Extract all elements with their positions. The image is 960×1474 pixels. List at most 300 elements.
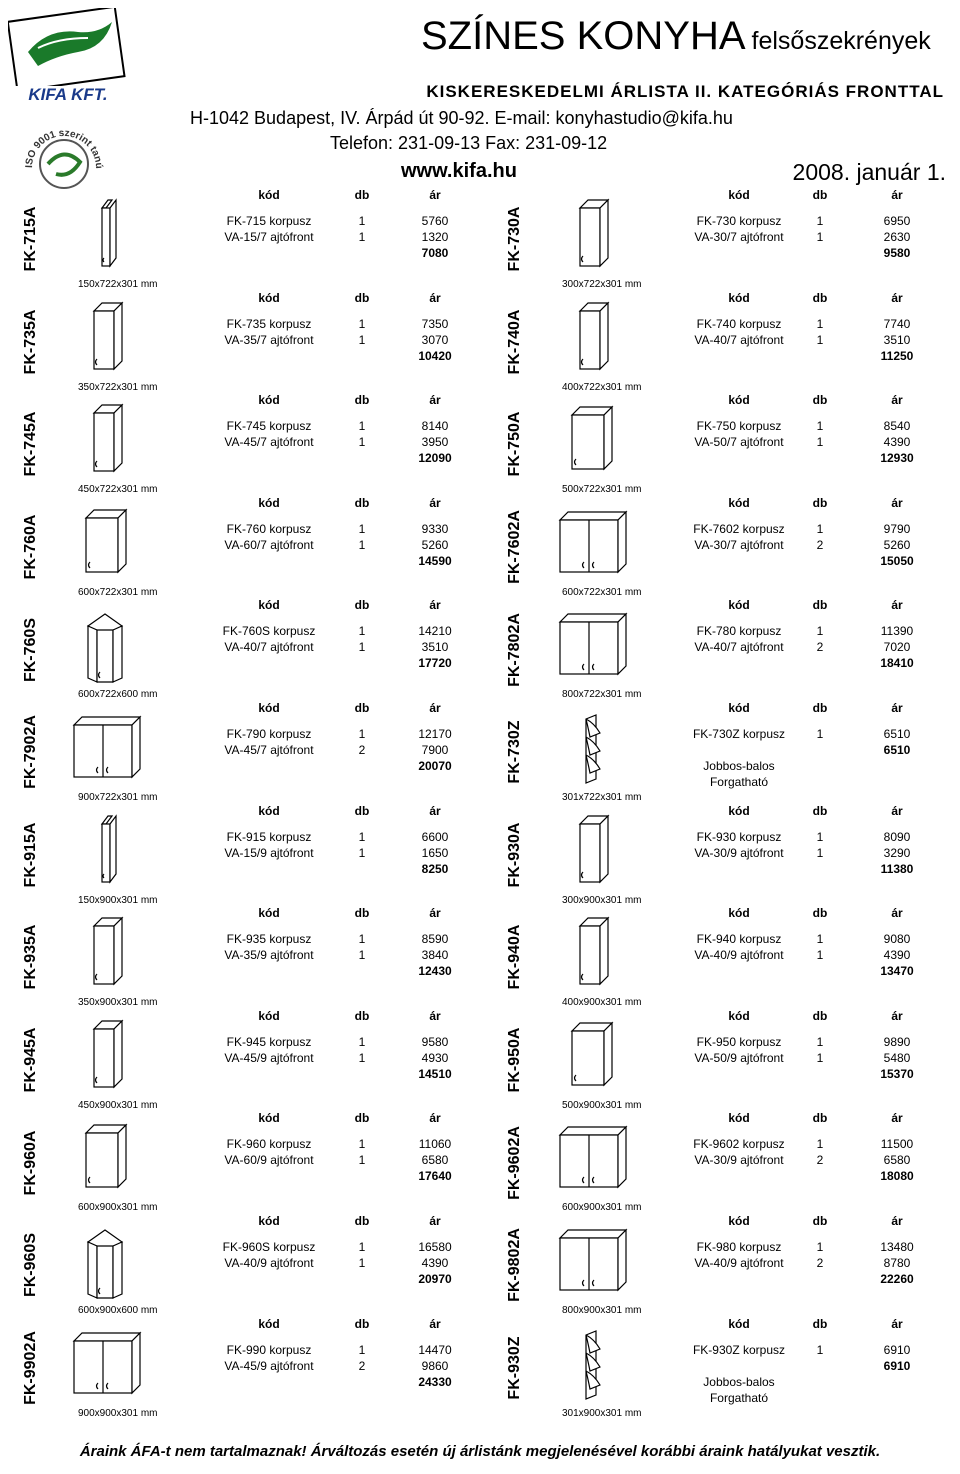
total-price: 12930	[880, 451, 914, 466]
product-cell	[0, 1317, 480, 1420]
col-header-price: ár	[429, 1214, 441, 1228]
dimensions-label: 301x722x301 mm	[562, 792, 642, 803]
dimensions-label: 800x722x301 mm	[562, 689, 642, 701]
item-qty: 1	[358, 214, 366, 228]
item-name: VA-35/9 ajtófront	[224, 948, 314, 963]
item-name: FK-935 korpusz	[226, 932, 312, 947]
item-name: FK-9602 korpusz	[693, 1137, 785, 1152]
col-header-code: kód	[258, 495, 280, 510]
col-header-qty: db	[812, 290, 828, 305]
item-name: FK-780 korpusz	[696, 624, 782, 639]
item-price: 3510	[883, 332, 911, 347]
col-header-code: kód	[728, 495, 750, 510]
item-qty: 1	[358, 829, 366, 844]
item-qty: 1	[358, 1256, 366, 1270]
svg-text:ISO 9001 szerint tanúsítva: ISO 9001 szerint tanú	[23, 127, 105, 170]
item-qty: 1	[816, 1342, 824, 1357]
item-name: FK-930Z korpusz	[692, 1342, 786, 1357]
item-name: FK-960 korpusz	[226, 1137, 312, 1152]
item-qty: 1	[816, 521, 824, 536]
item-qty: 1	[816, 316, 824, 331]
col-header-qty: db	[354, 188, 370, 202]
total-price: 18080	[880, 1169, 914, 1184]
item-price: 3290	[883, 845, 911, 860]
product-code: FK-760A	[22, 514, 39, 580]
product-code: FK-7902A	[22, 715, 39, 790]
product-cell	[480, 188, 960, 291]
item-qty: 1	[358, 640, 366, 655]
product-code: FK-940A	[506, 925, 523, 990]
col-header-qty: db	[354, 1008, 370, 1023]
cabinet-image	[546, 1015, 636, 1095]
product-code: FK-760S	[22, 617, 39, 682]
col-header-price: ár	[429, 1111, 441, 1126]
col-header-price: ár	[429, 495, 441, 510]
total-price: 11380	[880, 861, 914, 876]
col-header-qty: db	[354, 803, 370, 818]
item-qty: 1	[358, 537, 366, 552]
col-header-qty: db	[354, 290, 370, 305]
product-cell	[0, 598, 480, 701]
item-name: VA-30/7 ajtófront	[694, 537, 784, 552]
item-price: 14470	[418, 1342, 452, 1357]
item-price: 9790	[883, 521, 911, 536]
col-header-qty: db	[812, 803, 828, 818]
total-price: 14510	[418, 1066, 452, 1081]
item-name: VA-40/7 ajtófront	[694, 332, 784, 347]
item-price: 4390	[883, 435, 911, 450]
col-header-price: ár	[429, 701, 441, 715]
cabinet-image	[60, 1015, 150, 1095]
col-header-price: ár	[891, 598, 903, 613]
item-qty: 1	[816, 332, 824, 347]
product-cell	[480, 701, 960, 804]
cabinet-image	[546, 1117, 636, 1197]
item-price: 4390	[883, 948, 911, 963]
item-price: 9330	[421, 521, 449, 536]
item-qty: 1	[358, 948, 366, 963]
cabinet-image	[60, 297, 150, 377]
dimensions-label: 400x900x301 mm	[562, 997, 642, 1009]
item-price: 5760	[421, 214, 449, 228]
item-price: 8590	[421, 932, 449, 947]
cabinet-image	[546, 399, 636, 479]
item-price: 6580	[421, 1153, 449, 1168]
item-name: VA-50/7 ajtófront	[694, 435, 784, 450]
col-header-code: kód	[258, 393, 280, 408]
product-cell	[480, 1317, 960, 1420]
page-title: SZÍNES KONYHA felsőszekrények	[421, 14, 931, 58]
dimensions-label: 450x900x301 mm	[78, 1099, 158, 1111]
col-header-qty: db	[812, 701, 828, 715]
product-cell	[480, 1009, 960, 1112]
item-price: 8780	[883, 1256, 911, 1270]
cabinet-image	[60, 1220, 150, 1300]
product-cell	[0, 804, 480, 907]
dimensions-label: 350x900x301 mm	[78, 997, 158, 1009]
product-code: FK-715A	[22, 206, 39, 272]
item-name: FK-960S korpusz	[222, 1240, 316, 1254]
item-name: FK-740 korpusz	[696, 316, 782, 331]
product-code: FK-745A	[22, 412, 39, 477]
product-cell	[480, 1214, 960, 1317]
cabinet-image	[546, 1220, 636, 1300]
product-code: FK-915A	[22, 822, 39, 888]
cabinet-image	[546, 810, 636, 890]
product-code: FK-7802A	[506, 612, 523, 687]
cabinet-image	[546, 297, 636, 377]
total-price: 8250	[421, 861, 449, 876]
item-price: 6510	[883, 727, 911, 741]
col-header-qty: db	[354, 1316, 370, 1331]
col-header-qty: db	[812, 1008, 828, 1023]
product-code: FK-7602A	[506, 510, 523, 584]
col-header-price: ár	[429, 803, 441, 818]
item-qty: 1	[816, 1034, 824, 1049]
product-cell	[480, 906, 960, 1009]
item-price: 9860	[421, 1358, 449, 1373]
total-price: 17720	[418, 656, 452, 671]
item-price: 6600	[421, 829, 449, 844]
item-price: 4390	[421, 1256, 449, 1270]
item-qty: 1	[358, 1240, 366, 1254]
item-qty: 1	[816, 214, 824, 228]
dimensions-label: 150x900x301 mm	[78, 894, 158, 906]
col-header-price: ár	[429, 188, 441, 202]
col-header-code: kód	[258, 803, 280, 818]
item-price: 11500	[880, 1137, 914, 1152]
item-qty: 2	[816, 537, 824, 552]
item-price: 5260	[883, 537, 911, 552]
item-price: 3510	[421, 640, 449, 655]
item-name: VA-45/9 ajtófront	[224, 1050, 314, 1065]
item-qty: 1	[816, 230, 824, 244]
cabinet-image	[60, 502, 150, 582]
product-code: FK-9902A	[22, 1330, 39, 1405]
item-qty: 1	[816, 419, 824, 434]
item-name: FK-715 korpusz	[226, 214, 312, 228]
item-name: VA-30/7 ajtófront	[694, 230, 784, 244]
item-name: FK-945 korpusz	[226, 1034, 312, 1049]
product-cell	[0, 1111, 480, 1214]
item-price: 12170	[418, 727, 452, 741]
total-price: 24330	[418, 1374, 452, 1389]
col-header-qty: db	[812, 906, 828, 921]
col-header-price: ár	[891, 393, 903, 408]
item-qty: 1	[816, 435, 824, 450]
col-header-qty: db	[354, 906, 370, 921]
col-header-qty: db	[812, 188, 828, 202]
item-qty: 1	[358, 1153, 366, 1168]
dimensions-label: 301x900x301 mm	[562, 1407, 642, 1419]
product-cell	[480, 496, 960, 599]
rotatable-note: Forgatható	[709, 775, 769, 789]
item-qty: 1	[358, 230, 366, 244]
item-price: 8140	[421, 419, 449, 434]
product-code: FK-960S	[22, 1233, 39, 1298]
item-name: FK-745 korpusz	[226, 419, 312, 434]
item-name: FK-930 korpusz	[696, 829, 782, 844]
item-qty: 2	[816, 640, 824, 655]
total-price: 20970	[418, 1272, 452, 1286]
total-price: 22260	[880, 1272, 914, 1286]
item-price: 7900	[421, 743, 449, 757]
item-name: VA-15/9 ajtófront	[224, 845, 314, 860]
item-name: VA-35/7 ajtófront	[224, 332, 314, 347]
cabinet-image	[546, 502, 636, 582]
dimensions-label: 600x900x600 mm	[78, 1305, 158, 1316]
dimensions-label: 300x900x301 mm	[562, 894, 642, 906]
col-header-code: kód	[728, 393, 750, 408]
item-name: FK-750 korpusz	[696, 419, 782, 434]
dimensions-label: 600x900x301 mm	[78, 1202, 158, 1214]
item-name: FK-730Z korpusz	[692, 727, 786, 741]
product-cell	[480, 393, 960, 496]
col-header-qty: db	[812, 1111, 828, 1126]
item-name: VA-60/7 ajtófront	[224, 537, 314, 552]
item-name: FK-990 korpusz	[226, 1342, 312, 1357]
col-header-qty: db	[812, 1316, 828, 1331]
item-price: 5260	[421, 537, 449, 552]
item-qty: 2	[358, 1358, 366, 1373]
item-qty: 1	[816, 1240, 824, 1254]
item-qty: 1	[816, 1050, 824, 1065]
col-header-qty: db	[354, 1214, 370, 1228]
dimensions-label: 900x900x301 mm	[78, 1407, 158, 1419]
product-cell	[0, 496, 480, 599]
col-header-code: kód	[258, 1111, 280, 1126]
total-price: 10420	[418, 348, 452, 363]
item-price: 3070	[421, 332, 449, 347]
product-cell	[480, 291, 960, 394]
total-price: 11250	[880, 348, 914, 363]
item-price: 6910	[883, 1342, 911, 1357]
item-price: 8090	[883, 829, 911, 844]
item-name: VA-45/9 ajtófront	[224, 1358, 314, 1373]
cabinet-image	[60, 1117, 150, 1197]
item-price: 7350	[421, 316, 449, 331]
item-qty: 1	[358, 1137, 366, 1152]
item-price: 13480	[880, 1240, 914, 1254]
total-price: 9580	[883, 246, 911, 260]
total-price: 6910	[883, 1358, 911, 1373]
item-price: 7740	[883, 316, 911, 331]
item-qty: 1	[358, 316, 366, 331]
dimensions-label: 600x722x301 mm	[562, 586, 642, 598]
col-header-price: ár	[891, 188, 903, 202]
col-header-price: ár	[891, 1008, 903, 1023]
col-header-price: ár	[891, 1214, 903, 1228]
col-header-qty: db	[812, 495, 828, 510]
col-header-code: kód	[728, 1214, 750, 1228]
dimensions-label: 900x722x301 mm	[78, 792, 158, 803]
product-code: FK-950A	[506, 1027, 523, 1093]
col-header-qty: db	[354, 598, 370, 613]
item-name: VA-40/9 ajtófront	[224, 1256, 314, 1270]
col-header-code: kód	[258, 598, 280, 613]
product-cell	[480, 1111, 960, 1214]
item-qty: 1	[358, 1034, 366, 1049]
item-name: VA-45/7 ajtófront	[224, 743, 314, 757]
item-price: 3950	[421, 435, 449, 450]
total-price: 18410	[880, 656, 914, 671]
item-price: 1650	[421, 845, 449, 860]
cabinet-image	[60, 707, 150, 787]
item-name: FK-915 korpusz	[226, 829, 312, 844]
col-header-qty: db	[812, 1214, 828, 1228]
phone-line: Telefon: 231-09-13 Fax: 231-09-12	[330, 133, 608, 153]
item-name: VA-15/7 ajtófront	[224, 230, 314, 244]
item-price: 14210	[418, 624, 452, 639]
item-price: 2630	[883, 230, 911, 244]
product-code: FK-730A	[506, 206, 523, 272]
item-qty: 1	[358, 1050, 366, 1065]
col-header-price: ár	[429, 1008, 441, 1023]
total-price: 15050	[880, 553, 914, 568]
item-price: 4930	[421, 1050, 449, 1065]
total-price: 14590	[418, 553, 452, 568]
total-price: 20070	[418, 759, 452, 773]
product-code: FK-9602A	[506, 1125, 523, 1200]
item-price: 5480	[883, 1050, 911, 1065]
item-qty: 1	[358, 419, 366, 434]
item-qty: 2	[816, 1153, 824, 1168]
cabinet-image	[60, 810, 150, 890]
dimensions-label: 800x900x301 mm	[562, 1305, 642, 1316]
cabinet-image	[60, 194, 150, 274]
col-header-price: ár	[891, 1111, 903, 1126]
product-cell	[0, 701, 480, 804]
product-code: FK-960A	[22, 1130, 39, 1196]
item-qty: 2	[816, 1256, 824, 1270]
item-name: VA-60/9 ajtófront	[224, 1153, 314, 1168]
product-cell	[0, 906, 480, 1009]
product-code: FK-740A	[506, 309, 523, 375]
total-price: 12430	[418, 964, 452, 979]
item-name: FK-980 korpusz	[696, 1240, 782, 1254]
product-cell	[0, 188, 480, 291]
col-header-code: kód	[258, 188, 280, 202]
product-code: FK-930A	[506, 822, 523, 888]
item-name: FK-950 korpusz	[696, 1034, 782, 1049]
cabinet-image	[546, 707, 636, 787]
item-price: 9580	[421, 1034, 449, 1049]
footer-note: Áraink ÁFA-t nem tartalmaznak! Árváltozás esetén új árlistánk megjelenésével korábbi áraink hatályukat vesztik.	[79, 1443, 881, 1460]
total-price: 6510	[883, 743, 911, 757]
item-price: 8540	[883, 419, 911, 434]
item-price: 9890	[883, 1034, 911, 1049]
col-header-code: kód	[728, 803, 750, 818]
product-code: FK-750A	[506, 412, 523, 477]
total-price: 13470	[880, 964, 914, 979]
col-header-qty: db	[354, 701, 370, 715]
dimensions-label: 300x722x301 mm	[562, 279, 642, 290]
col-header-price: ár	[891, 495, 903, 510]
col-header-price: ár	[891, 701, 903, 715]
col-header-price: ár	[891, 1316, 903, 1331]
col-header-qty: db	[354, 393, 370, 408]
total-price: 15370	[880, 1066, 914, 1081]
total-price: 17640	[418, 1169, 452, 1184]
item-qty: 1	[816, 727, 824, 741]
dimensions-label: 350x722x301 mm	[78, 381, 158, 393]
cabinet-image	[546, 604, 636, 684]
product-cell	[480, 804, 960, 907]
col-header-price: ár	[429, 1316, 441, 1331]
product-cell	[0, 291, 480, 394]
dimensions-label: 600x900x301 mm	[562, 1202, 642, 1214]
rotatable-note: Forgatható	[709, 1390, 769, 1405]
variant-note: Jobbos-balos	[703, 1374, 775, 1389]
product-code: FK-945A	[22, 1027, 39, 1093]
col-header-price: ár	[891, 290, 903, 305]
date-label: 2008. január 1.	[792, 159, 946, 185]
item-price: 11390	[880, 624, 914, 639]
item-qty: 1	[358, 624, 366, 639]
svg-text:KIFA KFT.: KIFA KFT.	[28, 85, 108, 104]
kifa-logo	[8, 8, 128, 104]
col-header-code: kód	[728, 1316, 750, 1331]
product-code: FK-9802A	[506, 1228, 523, 1303]
col-header-price: ár	[429, 598, 441, 613]
item-qty: 1	[358, 1342, 366, 1357]
cabinet-image	[60, 912, 150, 992]
item-qty: 1	[358, 332, 366, 347]
item-name: VA-50/9 ajtófront	[694, 1050, 784, 1065]
item-name: FK-790 korpusz	[226, 727, 312, 741]
cabinet-image	[546, 912, 636, 992]
item-qty: 1	[816, 829, 824, 844]
product-cell	[0, 1214, 480, 1317]
item-price: 1320	[421, 230, 449, 244]
item-name: VA-40/7 ajtófront	[694, 640, 784, 655]
cabinet-image	[60, 1323, 150, 1403]
item-name: VA-40/9 ajtófront	[694, 948, 784, 963]
col-header-code: kód	[728, 188, 750, 202]
item-qty: 1	[816, 845, 824, 860]
col-header-price: ár	[891, 803, 903, 818]
col-header-qty: db	[354, 495, 370, 510]
variant-note: Jobbos-balos	[703, 759, 775, 773]
item-price: 6950	[883, 214, 911, 228]
item-name: FK-7602 korpusz	[693, 521, 785, 536]
cabinet-image	[546, 194, 636, 274]
col-header-code: kód	[728, 598, 750, 613]
dimensions-label: 400x722x301 mm	[562, 381, 642, 393]
col-header-code: kód	[258, 1008, 280, 1023]
website-link[interactable]: www.kifa.hu	[401, 160, 517, 182]
dimensions-label: 150x722x301 mm	[78, 279, 158, 290]
product-cell	[480, 598, 960, 701]
col-header-code: kód	[728, 1111, 750, 1126]
col-header-code: kód	[258, 701, 280, 715]
product-cell	[0, 393, 480, 496]
col-header-code: kód	[728, 1008, 750, 1023]
item-name: VA-40/9 ajtófront	[694, 1256, 784, 1270]
col-header-price: ár	[429, 290, 441, 305]
item-qty: 1	[358, 521, 366, 536]
item-price: 7020	[883, 640, 911, 655]
item-qty: 1	[816, 948, 824, 963]
page-header	[0, 0, 960, 188]
item-price: 9080	[883, 932, 911, 947]
dimensions-label: 600x722x600 mm	[78, 689, 158, 701]
product-code: FK-930Z	[506, 1336, 523, 1400]
item-qty: 1	[358, 845, 366, 860]
product-code: FK-735A	[22, 309, 39, 375]
dimensions-label: 450x722x301 mm	[78, 484, 158, 496]
total-price: 7080	[421, 246, 449, 260]
